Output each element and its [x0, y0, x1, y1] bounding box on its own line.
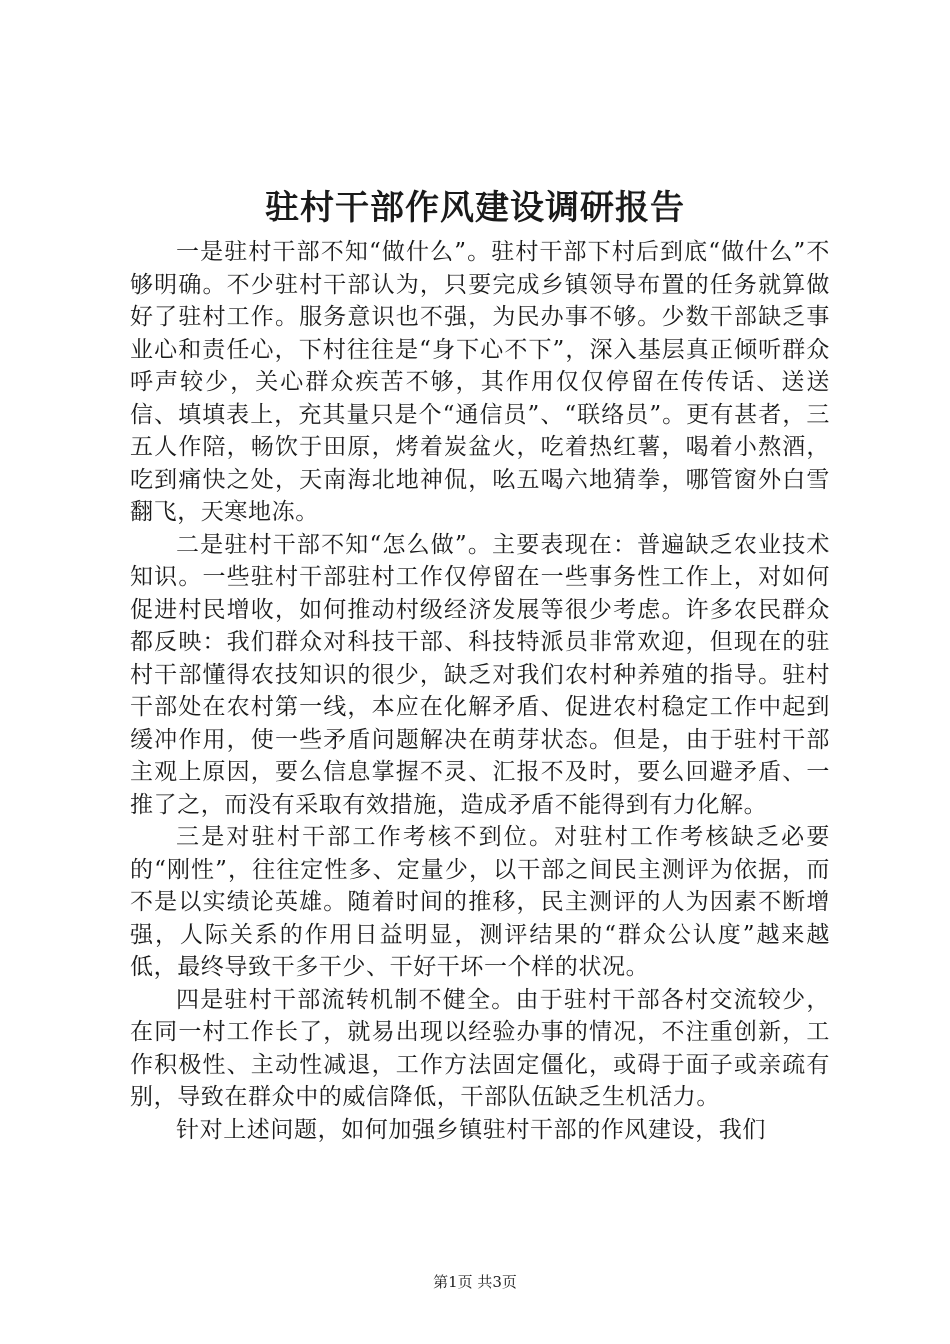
paragraph-3: 三是对驻村干部工作考核不到位。对驻村工作考核缺乏必要的“刚性”，往往定性多、定量少，以干部之间民主测评为依据，而不是以实绩论英雄。随着时间的推移，民主测评的人为因素不断增强，人际关系的作用日益明显，测评结果的“群众公认度”越来越低，最终导致干多干少、干好干坏一个样的状况。 — [130, 824, 830, 980]
page-footer: 第1页 共3页 — [433, 1273, 517, 1291]
paragraph-1: 一是驻村干部不知“做什么”。驻村干部下村后到底“做什么”不够明确。不少驻村干部认为，只要完成乡镇领导布置的任务就算做好了驻村工作。服务意识也不强，为民办事不够。少数干部缺乏事业心和责任心，下村往往是“身下心不下”，深入基层真正倾听群众呼声较少，关心群众疾苦不够，其作用仅仅停留在传传话、送送信、填填表上，充其量只是个“通信员”、“联络员”。更有甚者，三五人作陪，畅饮于田原，烤着炭盆火，吃着热红薯，喝着小熬酒，吃到痛快之处，天南海北地神侃，吆五喝六地猜拳，哪管窗外白雪翻飞，天寒地冻。 — [130, 239, 830, 525]
document-title: 驻村干部作风建设调研报告 — [265, 188, 685, 228]
paragraph-5: 针对上述问题，如何加强乡镇驻村干部的作风建设，我们 — [176, 1116, 766, 1143]
document-body — [130, 236, 830, 1146]
paragraph-2: 二是驻村干部不知“怎么做”。主要表现在：普遍缺乏农业技术知识。一些驻村干部驻村工作仅停留在一些事务性工作上，对如何促进村民增收，如何推动村级经济发展等很少考虑。许多农民群众都反映：我们群众对科技干部、科技特派员非常欢迎，但现在的驻村干部懂得农技知识的很少，缺乏对我们农村种养殖的指导。驻村干部处在农村第一线，本应在化解矛盾、促进农村稳定工作中起到缓冲作用，使一些矛盾问题解决在萌芽状态。但是，由于驻村干部主观上原因，要么信息掌握不灵、汇报不及时，要么回避矛盾、一推了之，而没有采取有效措施，造成矛盾不能得到有力化解。 — [130, 531, 830, 818]
paragraph-4: 四是驻村干部流转机制不健全。由于驻村干部各村交流较少，在同一村工作长了，就易出现以经验办事的情况，不注重创新，工作积极性、主动性减退，工作方法固定僵化，或碍于面子或亲疏有别，导致在群众中的威信降低，干部队伍缺乏生机活力。 — [130, 986, 830, 1110]
